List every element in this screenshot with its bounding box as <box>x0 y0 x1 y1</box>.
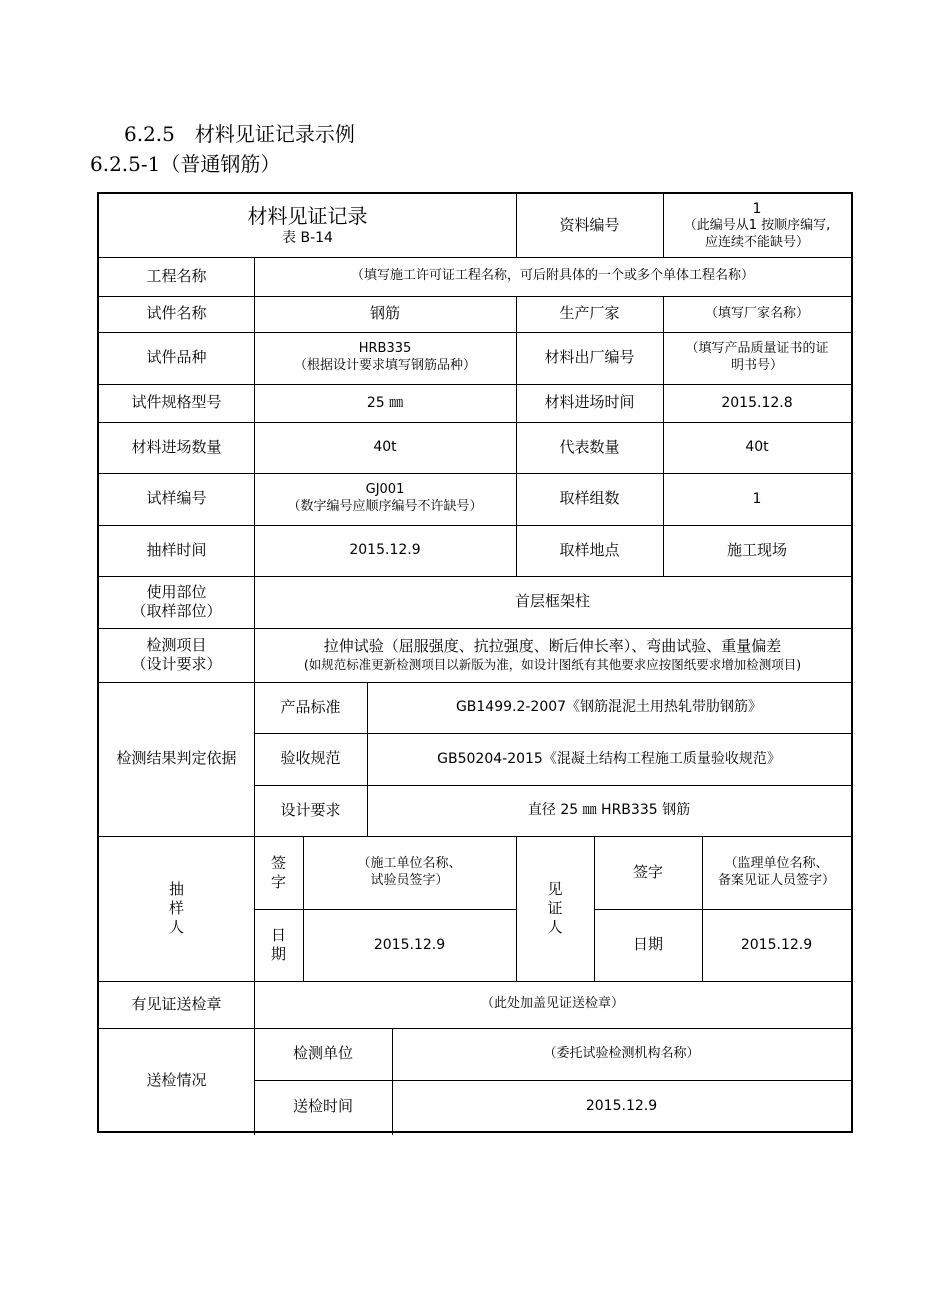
sampler-sign-value-line-2: 试验员签字） <box>370 872 449 888</box>
usage-value: 首层框架柱 <box>514 592 590 611</box>
table-number: 表 B-14 <box>282 230 333 247</box>
doc-no-cell <box>663 194 851 257</box>
usage-label: 使用部位 <box>146 582 207 601</box>
sample-no-note: （数字编号应顺序编号不许缺号） <box>287 499 483 514</box>
arrival-time-value: 2015.12.8 <box>721 394 793 411</box>
doc-no-value: 1 <box>752 200 762 217</box>
items-label-cell <box>99 628 254 682</box>
manufacturer-label: 生产厂家 <box>559 304 620 323</box>
factory-no-label: 材料出厂编号 <box>544 348 635 367</box>
sampler-label-char-3: 人 <box>168 917 184 936</box>
witness-label-char-3: 人 <box>547 917 563 936</box>
sampler-sign-char-1: 签 <box>270 853 286 872</box>
doc-no-note-2: 应连续不能缺号） <box>704 234 809 250</box>
items-label: 检测项目 <box>146 635 207 654</box>
section-heading: 6.2.5 材料见证记录示例 <box>124 122 355 146</box>
witness-label-char-1: 见 <box>547 880 563 899</box>
groups-label: 取样组数 <box>559 489 620 508</box>
seal-value: （此处加盖见证送检章） <box>480 996 624 1012</box>
sampler-date-label <box>254 909 303 981</box>
usage-label-cell <box>99 576 254 628</box>
factory-no-value-line-2: 明书号） <box>730 358 783 373</box>
items-label-sub: （设计要求） <box>131 655 222 673</box>
form-title: 材料见证记录 <box>247 204 368 229</box>
sampling-place-value: 施工现场 <box>726 540 787 559</box>
sampler-date-value: 2015.12.9 <box>373 936 446 953</box>
spec-label: 试件规格型号 <box>131 393 222 412</box>
sample-no-cell <box>254 473 516 525</box>
sampling-time-value: 2015.12.9 <box>349 542 421 559</box>
items-value-cell <box>254 628 851 682</box>
sampling-time-label: 抽样时间 <box>146 540 207 559</box>
items-note: (如规范标准更新检测项目以新版为准，如设计图纸有其他要求应按图纸要求增加检测项目) <box>303 656 802 672</box>
variety-label: 试件品种 <box>146 348 207 367</box>
rep-quantity-value: 40t <box>745 439 769 456</box>
factory-no-value-line-1: （填写产品质量证书的证 <box>685 341 829 357</box>
sampler-label-char-2: 样 <box>168 899 184 918</box>
spec-value: 25 ㎜ <box>366 394 404 411</box>
sample-no-value: GJ001 <box>365 482 405 498</box>
sample-no-label: 试样编号 <box>146 489 207 508</box>
witness-sign-label: 签字 <box>632 862 663 881</box>
sampler-sign-value-line-1: （施工单位名称、 <box>357 855 462 871</box>
sampler-sign-char-2: 字 <box>270 872 286 891</box>
sampler-sign-label <box>254 836 303 909</box>
sampling-place-label: 取样地点 <box>559 540 620 559</box>
specimen-name-label: 试件名称 <box>146 304 207 323</box>
factory-no-cell <box>663 332 851 384</box>
acceptance-label: 验收规范 <box>280 749 341 768</box>
items-value: 拉伸试验（屈服强度、抗拉强度、断后伸长率）、弯曲试验、重量偏差 <box>323 637 782 656</box>
witness-sign-value-line-2: 备案见证人员签字） <box>717 872 835 888</box>
sampler-label <box>99 836 254 981</box>
submission-label: 送检情况 <box>146 1070 207 1089</box>
manufacturer-value: （填写厂家名称） <box>704 305 809 321</box>
variety-value: HRB335 <box>358 341 412 357</box>
product-std-value: GB1499.2-2007《钢筋混泥土用热轧带肋钢筋》 <box>455 699 763 716</box>
rep-quantity-label: 代表数量 <box>559 437 620 456</box>
sampler-date-char-2: 期 <box>270 945 286 963</box>
project-label: 工程名称 <box>146 266 207 285</box>
usage-label-sub: （取样部位） <box>131 602 222 620</box>
variety-note: （根据设计要求填写钢筋品种） <box>293 358 476 373</box>
basis-label: 检测结果判定依据 <box>116 749 237 768</box>
witness-label <box>516 836 594 981</box>
sampler-date-char-1: 日 <box>270 926 286 945</box>
submit-time-value: 2015.12.9 <box>585 1098 658 1115</box>
witness-sign-cell <box>702 836 851 909</box>
seal-label: 有见证送检章 <box>131 994 222 1013</box>
sampler-sign-cell <box>303 836 516 909</box>
arrival-time-label: 材料进场时间 <box>544 393 635 412</box>
witness-sign-value-line-1: （监理单位名称、 <box>724 855 829 871</box>
witness-label-char-2: 证 <box>547 899 563 918</box>
witness-date-label: 日期 <box>632 935 663 954</box>
sampler-label-char-1: 抽 <box>168 880 184 899</box>
doc-no-label: 资料编号 <box>559 215 620 234</box>
specimen-name-value: 钢筋 <box>369 304 400 323</box>
lab-value: （委托试验检测机构名称） <box>543 1045 700 1061</box>
witness-date-value: 2015.12.9 <box>740 936 813 953</box>
quantity-label: 材料进场数量 <box>131 437 222 456</box>
lab-label: 检测单位 <box>292 1044 353 1063</box>
project-value: （填写施工许可证工程名称，可后附具体的一个或多个单体工程名称） <box>350 268 754 284</box>
submit-time-label: 送检时间 <box>292 1096 353 1115</box>
product-std-label: 产品标准 <box>280 697 341 716</box>
doc-no-note-1: （此编号从1 按顺序编写, <box>683 217 831 233</box>
design-req-label: 设计要求 <box>280 800 341 819</box>
form-header <box>99 194 516 257</box>
material-witness-record-form <box>97 192 853 1133</box>
subsection-heading: 6.2.5-1（普通钢筋） <box>90 152 281 176</box>
quantity-value: 40t <box>373 439 397 456</box>
acceptance-value: GB50204-2015《混凝土结构工程施工质量验收规范》 <box>437 750 781 767</box>
variety-cell <box>254 332 516 384</box>
design-req-value: 直径 25 ㎜ HRB335 钢筋 <box>527 802 691 819</box>
groups-value: 1 <box>752 490 762 507</box>
